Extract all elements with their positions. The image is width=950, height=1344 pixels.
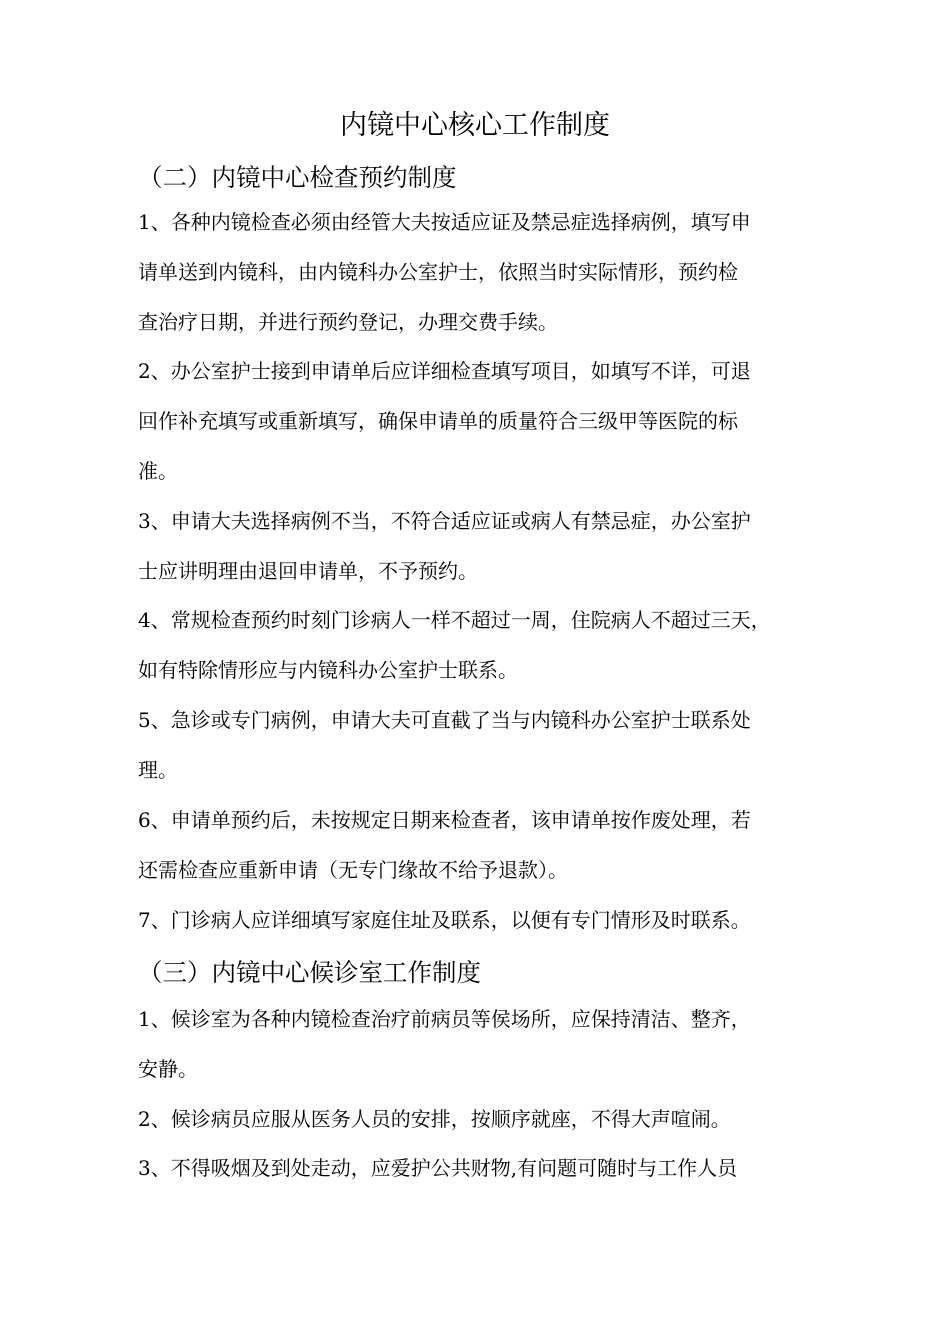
paragraph-line: 5、急诊或专门病例，申请大夫可直截了当与内镜科办公室护士联系处 [138, 708, 751, 732]
paragraph-line: 3、不得吸烟及到处走动，应爱护公共财物,有问题可随时与工作人员 [138, 1156, 738, 1180]
paragraph-line: 理。 [138, 758, 178, 782]
paragraph-line: 查治疗日期，并进行预约登记，办理交费手续。 [138, 310, 558, 334]
paragraph-line: 7、门诊病人应详细填写家庭住址及联系，以便有专门情形及时联系。 [138, 908, 751, 932]
section-heading-waiting-room: （三）内镜中心候诊室工作制度 [138, 958, 481, 987]
paragraph-line: 准。 [138, 459, 178, 483]
paragraph-line: 回作补充填写或重新填写，确保申请单的质量符合三级甲等医院的标 [138, 409, 738, 433]
paragraph-line: 2、办公室护士接到申请单后应详细检查填写项目，如填写不详，可退 [138, 359, 751, 383]
paragraph-line: 如有特除情形应与内镜科办公室护士联系。 [138, 658, 518, 682]
paragraph-line: 安静。 [138, 1057, 198, 1081]
paragraph-line: 1、各种内镜检查必须由经管大夫按适应证及禁忌症选择病例，填写申 [138, 210, 751, 234]
paragraph-line: 2、候诊病员应服从医务人员的安排，按顺序就座，不得大声喧闹。 [138, 1107, 731, 1131]
paragraph-line: 3、申请大夫选择病例不当，不符合适应证或病人有禁忌症，办公室护 [138, 509, 751, 533]
document-title: 内镜中心核心工作制度 [340, 110, 610, 141]
section-heading-appointment: （二）内镜中心检查预约制度 [138, 163, 457, 192]
paragraph-line: 6、申请单预约后，未按规定日期来检查者，该申请单按作废处理，若 [138, 808, 751, 832]
paragraph-line: 士应讲明理由退回申请单，不予预约。 [138, 559, 478, 583]
paragraph-line: 还需检查应重新申请（无专门缘故不给予退款）。 [138, 858, 568, 882]
paragraph-line: 4、常规检查预约时刻门诊病人一样不超过一周，住院病人不超过三天， [138, 608, 771, 632]
paragraph-line: 请单送到内镜科，由内镜科办公室护士，依照当时实际情形，预约检 [138, 260, 738, 284]
paragraph-line: 1、候诊室为各种内镜检查治疗前病员等侯场所，应保持清洁、整齐， [138, 1007, 751, 1031]
